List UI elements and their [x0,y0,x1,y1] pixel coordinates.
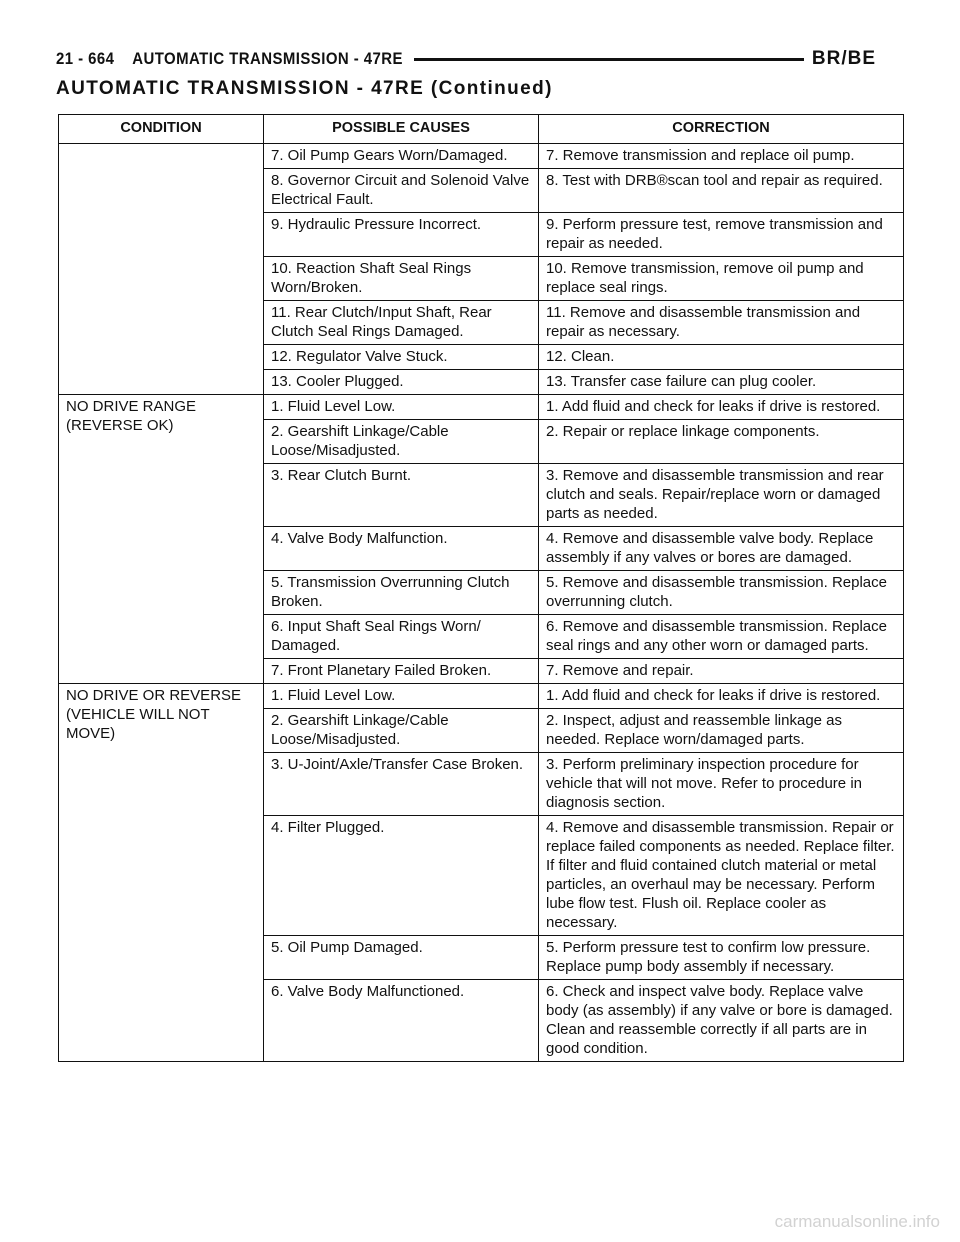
header-page-title: 21 - 664 AUTOMATIC TRANSMISSION - 47RE [56,49,403,68]
page-header [56,46,876,72]
cause-cell: 2. Gearshift Linkage/Cable Loose/Misadjusted. [264,420,539,464]
correction-cell: 6. Remove and disassemble transmission. Replace seal rings and any other worn or damaged parts. [539,615,904,659]
cause-cell: 4. Valve Body Malfunction. [264,527,539,571]
table-body [59,144,904,1062]
cause-cell: 9. Hydraulic Pressure Incorrect. [264,213,539,257]
correction-cell: 4. Remove and disassemble valve body. Replace assembly if any valves or bores are damaged. [539,527,904,571]
correction-cell: 11. Remove and disassemble transmission and repair as necessary. [539,301,904,345]
correction-cell: 2. Inspect, adjust and reassemble linkage as needed. Replace worn/damaged parts. [539,709,904,753]
cause-cell: 1. Fluid Level Low. [264,395,539,420]
cause-cell: 7. Front Planetary Failed Broken. [264,659,539,684]
correction-cell: 8. Test with DRB®scan tool and repair as required. [539,169,904,213]
column-header-condition: CONDITION [59,115,264,144]
condition-cell: NO DRIVE RANGE (REVERSE OK) [59,395,264,684]
watermark: carmanualsonline.info [774,1212,940,1231]
correction-cell: 10. Remove transmission, remove oil pump and replace seal rings. [539,257,904,301]
correction-cell: 1. Add fluid and check for leaks if drive is restored. [539,684,904,709]
column-header-correction: CORRECTION [539,115,904,144]
condition-cell: NO DRIVE OR REVERSE (VEHICLE WILL NOT MOVE) [59,684,264,1062]
cause-cell: 4. Filter Plugged. [264,816,539,936]
cause-cell: 5. Transmission Overrunning Clutch Broken. [264,571,539,615]
correction-cell: 6. Check and inspect valve body. Replace valve body (as assembly) if any valve or bore is damaged. Clean and reassemble correctly if all parts are in good condition. [539,980,904,1062]
diagnosis-table [58,114,904,1062]
cause-cell: 10. Reaction Shaft Seal Rings Worn/Broken. [264,257,539,301]
correction-cell: 7. Remove transmission and replace oil pump. [539,144,904,169]
header-model-code: BR/BE [811,48,876,69]
table-row [59,144,904,169]
correction-cell: 1. Add fluid and check for leaks if drive is restored. [539,395,904,420]
correction-cell: 13. Transfer case failure can plug cooler. [539,370,904,395]
cause-cell: 6. Input Shaft Seal Rings Worn/ Damaged. [264,615,539,659]
cause-cell: 3. Rear Clutch Burnt. [264,464,539,527]
condition-cell [59,144,264,395]
correction-cell: 3. Perform preliminary inspection procedure for vehicle that will not move. Refer to procedure in diagnosis section. [539,753,904,816]
cause-cell: 13. Cooler Plugged. [264,370,539,395]
cause-cell: 2. Gearshift Linkage/Cable Loose/Misadjusted. [264,709,539,753]
correction-cell: 2. Repair or replace linkage components. [539,420,904,464]
cause-cell: 1. Fluid Level Low. [264,684,539,709]
table-row [59,395,904,420]
correction-cell: 3. Remove and disassemble transmission and rear clutch and seals. Repair/replace worn or damaged parts as needed. [539,464,904,527]
correction-cell: 7. Remove and repair. [539,659,904,684]
correction-cell: 9. Perform pressure test, remove transmission and repair as needed. [539,213,904,257]
cause-cell: 5. Oil Pump Damaged. [264,936,539,980]
section-subtitle: AUTOMATIC TRANSMISSION - 47RE (Continued) [56,78,553,99]
correction-cell: 5. Perform pressure test to confirm low pressure. Replace pump body assembly if necessary. [539,936,904,980]
table-row [59,684,904,709]
cause-cell: 11. Rear Clutch/Input Shaft, Rear Clutch Seal Rings Damaged. [264,301,539,345]
correction-cell: 4. Remove and disassemble transmission. Repair or replace failed components as needed. Replace filter. If filter and fluid contained clutch material or metal particles, an overhaul may be necessary. Perform lube flow test. Flush oil. Replace cooler as necessary. [539,816,904,936]
cause-cell: 8. Governor Circuit and Solenoid Valve Electrical Fault. [264,169,539,213]
correction-cell: 12. Clean. [539,345,904,370]
header-rule [414,58,804,61]
table-header-row [59,115,904,144]
cause-cell: 3. U-Joint/Axle/Transfer Case Broken. [264,753,539,816]
cause-cell: 12. Regulator Valve Stuck. [264,345,539,370]
correction-cell: 5. Remove and disassemble transmission. Replace overrunning clutch. [539,571,904,615]
column-header-causes: POSSIBLE CAUSES [264,115,539,144]
cause-cell: 7. Oil Pump Gears Worn/Damaged. [264,144,539,169]
cause-cell: 6. Valve Body Malfunctioned. [264,980,539,1062]
